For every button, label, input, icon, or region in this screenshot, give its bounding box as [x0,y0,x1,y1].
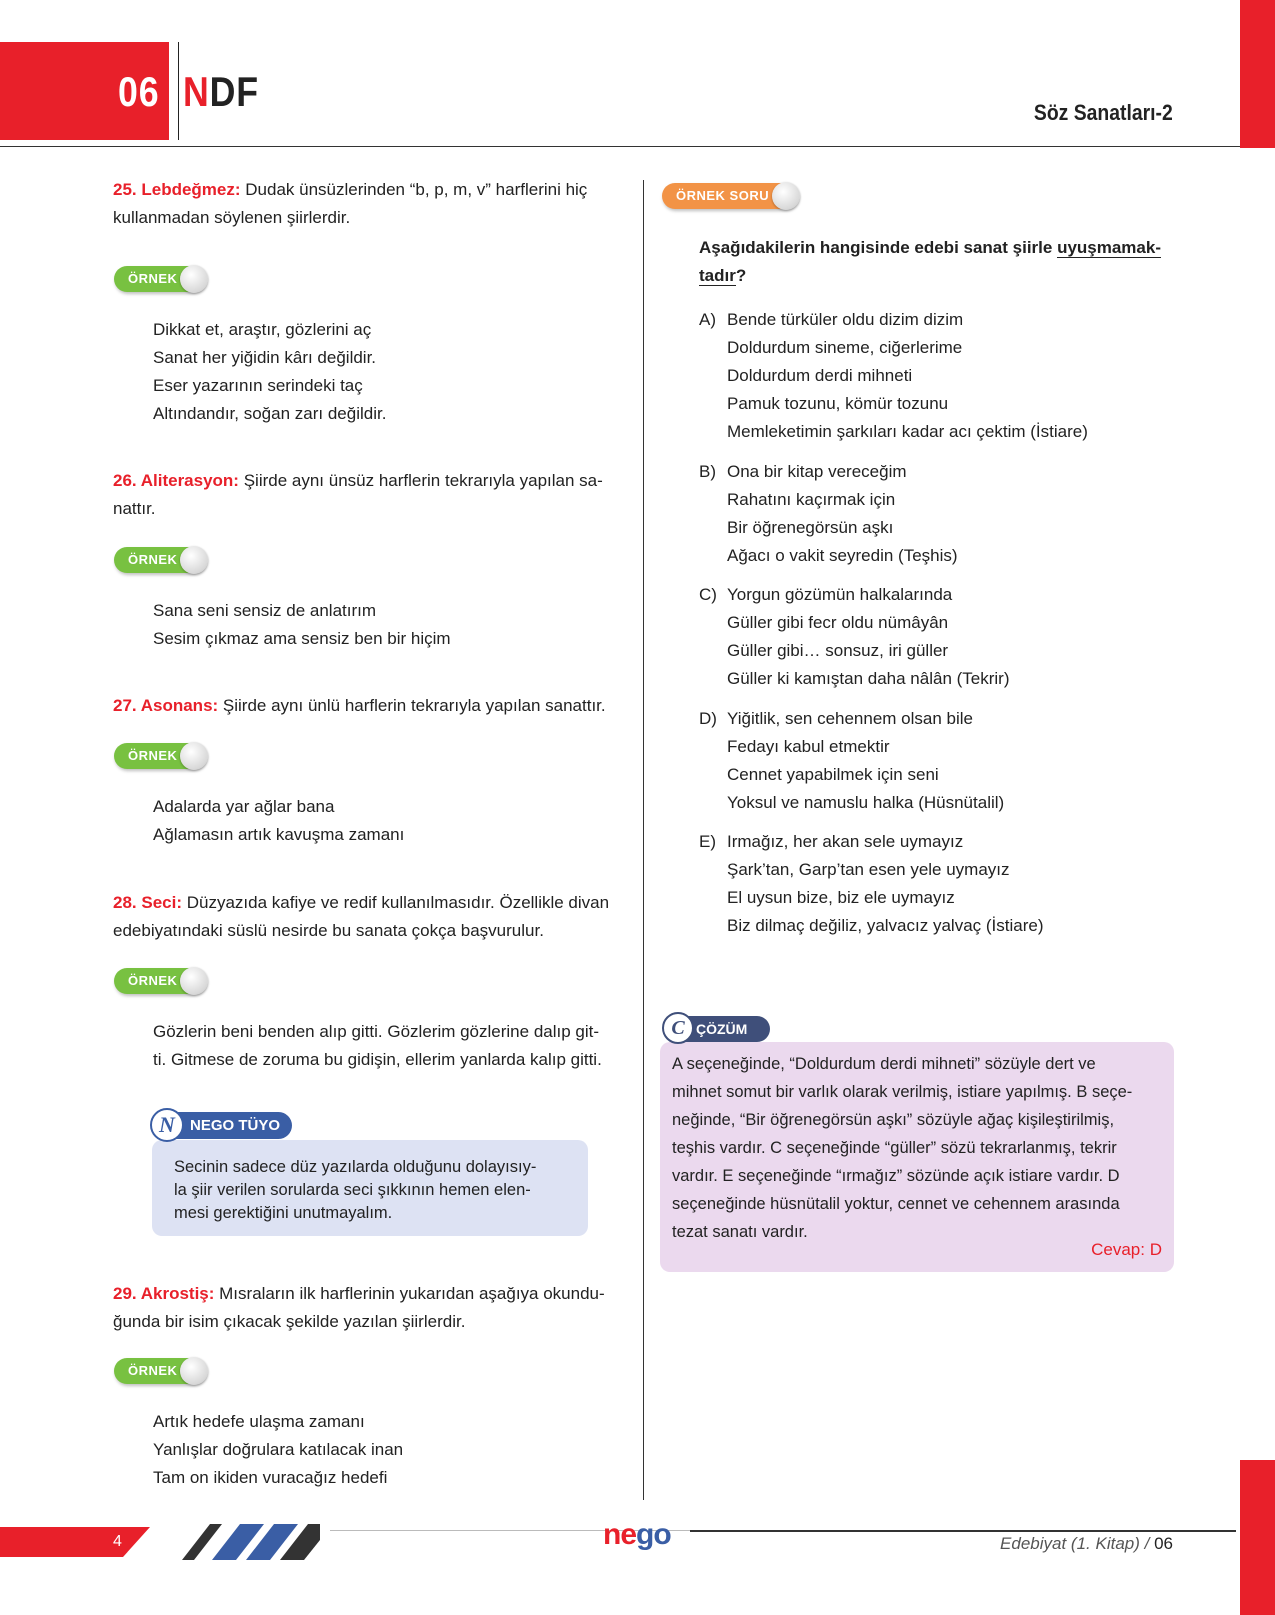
badge-knob-icon [180,546,208,574]
badge-knob-icon [180,742,208,770]
section-27: 27. Asonans: Şiirde aynı ünlü harflerin tekrarıyla yapılan sanattır. [113,696,606,715]
unit-number: 06 [118,68,160,115]
example-badge: ÖRNEK [114,547,206,573]
badge-knob-icon [772,182,800,210]
solution-c-icon: C [662,1012,694,1044]
example-badge: ÖRNEK [114,266,206,292]
book-title: Edebiyat (1. Kitap) / 06 [1000,1534,1173,1553]
example-27: Adalarda yar ağlar bana Ağlamasın artık kavuşma zamanı [153,797,405,844]
solution-label: ÇÖZÜM [668,1016,770,1042]
nego-logo-icon: N [150,1108,184,1142]
example-badge: ÖRNEK [114,1358,206,1384]
section-28: 28. Seci: Düzyazıda kafiye ve redif kullanılmasıdır. Özellikle divan edebiyatındaki süslü nesirde bu sanata çokça başvurulur. [113,893,610,940]
answer-text: Cevap: D [1091,1240,1162,1259]
solution-box: A seçeneğinde, “Doldurdum derdi mihneti” sözüyle dert ve mihnet somut bir varlık olarak verilmiş, istiare yapılmış. B seçe- neğinde, “Bir öğrenegörsün aşkı” sözüyle ağaç kişileştirilmiş, teşhis vardır. C seçeneğinde “güller” sözü tekrarlanmış, tekrir vardır. E seçeneğinde “ırmağız” sözünde açık istiare vardır. D seçeneğinde hüsnütalil yoktur, cennet ve cehennem arasında tezat sanatı vardır. Cevap: D [660,1042,1174,1272]
header-rule [0,146,1240,147]
section-25: 25. Lebdeğmez: Dudak ünsüzlerinden “b, p, m, v” harflerini hiç kullanmadan söylenen şiirlerdir. [113,180,588,227]
section-26: 26. Aliterasyon: Şiirde aynı ünsüz harflerin tekrarıyla yapılan sa- nattır. [113,471,603,518]
nego-tuyo-label: NEGO TÜYO [152,1112,292,1139]
nego-logo: nego [603,1518,671,1551]
page-title: Söz Sanatları-2 [1034,100,1173,125]
sample-question-badge: ÖRNEK SORU [662,183,798,209]
side-accent-bottom [1240,1460,1275,1615]
nego-tuyo-box: Secinin sadece düz yazılarda olduğunu dolayısıy- la şiir verilen sorularda seci şıkkının hemen elen- mesi gerektiğini unutmayalım. [152,1140,588,1236]
badge-knob-icon [180,967,208,995]
example-29: Artık hedefe ulaşma zamanı Yanlışlar doğrulara katılacak inan Tam on ikiden vuracağız hedefi [153,1412,404,1487]
column-divider [643,180,644,1500]
example-badge: ÖRNEK [114,968,206,994]
example-26: Sana seni sensiz de anlatırım Sesim çıkmaz ama sensiz ben bir hiçim [153,601,451,648]
example-badge: ÖRNEK [114,743,206,769]
header-divider [178,42,179,140]
side-accent-top [1240,0,1275,148]
section-29: 29. Akrostiş: Mısraların ilk harflerinin yukarıdan aşağıya okundu- ğunda bir isim çıkacak şekilde yazılan şiirlerdir. [113,1284,605,1331]
footer-page-block [0,1527,150,1557]
badge-knob-icon [180,1357,208,1385]
example-25: Dikkat et, araştır, gözlerini aç Sanat her yiğidin kârı değildir. Eser yazarının serindeki taç Altındandır, soğan zarı değildir. [153,320,387,423]
page-number: 4 [113,1533,122,1550]
example-28: Gözlerin beni benden alıp gitti. Gözlerim gözlerine dalıp git- ti. Gitmese de zoruma bu gidişin, ellerim yanlarda kalıp gitti. [153,1022,602,1069]
question-text: Aşağıdakilerin hangisinde edebi sanat şiirle uyuşmamak- tadır? [699,238,1161,285]
unit-code: NDF [183,68,259,115]
footer-stripes-icon [160,1522,320,1562]
footer-rule-dark [690,1530,1236,1532]
badge-knob-icon [180,265,208,293]
